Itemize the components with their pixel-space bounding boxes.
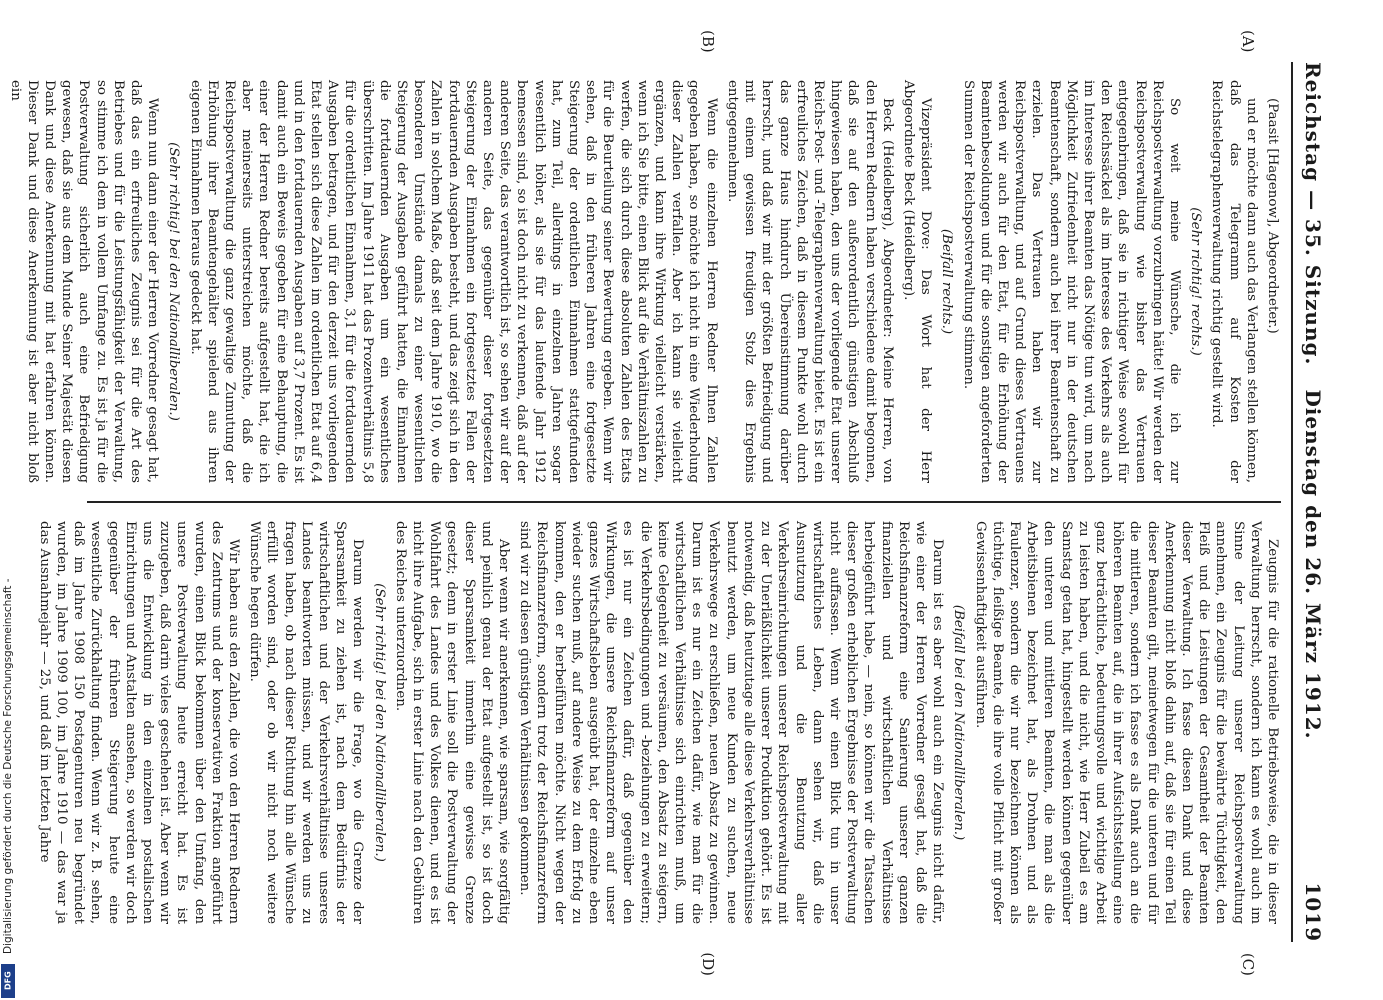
margin-mark-d: (D) xyxy=(699,952,717,976)
margin-mark-c: (C) xyxy=(1239,952,1257,976)
margin-mark-a: (A) xyxy=(1239,30,1257,53)
digitization-note xyxy=(2,4,22,994)
interjection: (Beifall bei den Nationalliberalen.) xyxy=(951,604,967,841)
paragraph: Vizepräsident Dove: Das Wort hat der Herr Abgeordnete Beck (Heidelberg). xyxy=(900,80,934,483)
paragraph: Aber wenn wir anerkennen, wie sparsam, wie sorgfältig und peinlich genau der Etat aufgestellt ist, so ist doch dieser Sparsamkeit immerhin eine gewisse Grenze gesetzt; denn in erster Linie soll die Postverwaltung der Wohlfahrt des Landes und des Volkes dienen, und es ist nicht ihre Aufgabe, sich in erster Linie nach den Gebühren des Reiches unterzuordnen. xyxy=(392,521,512,924)
header-title: Reichstag — 35. Sitzung. xyxy=(1301,62,1325,366)
interjection: (Sehr richtig! bei den Nationalliberalen.) xyxy=(371,583,387,862)
interjection: (Beifall rechts.) xyxy=(939,228,955,335)
paragraph: Wenn nun dann einer der Herren Vorredner gesagt hat, daß das ein erfreuliches Zeugnis sei für die Art des Betriebes und für die Leistungsfähigkeit der Verwaltung, so stimme ich dem in vollem Umfange zu. Es ist ja für die Postverwaltung sicherlich auch eine Befriedigung gewesen, daß sie aus dem Munde Seiner Majestät diesen Dank und diese Anerkennung mit hat erfahren können. Dieser Dank und diese Anerkennung ist aber nicht bloß ein xyxy=(7,80,161,483)
paragraph: und er möchte dann auch das Verlangen stellen können, daß das Telegramm auf Kosten der Reichstelegraphenverwaltung richtig gestellt wird. xyxy=(1209,80,1259,483)
paragraph: Wir haben aus den Zahlen, die von den Herren Rednern des Zentrums und der konservativen Fraktion angeführt wurden, einen Blick bekommen über den Umfang, den unsere Postverwaltung heute erreicht hat. Es ist zuzugeben, daß darin vieles geschehen ist. Aber wenn wir uns die Entwicklung in den einzelnen postalischen Einrichtungen und Anstalten ansehen, so werden wir doch gegenüber der früheren Steigerung heute eine wesentliche Zurückhaltung finden. Wenn wir z. B. sehen, daß im Jahre 1908 150 Postagenturen neu begründet wurden, im Jahre 1909 100, im Jahre 1910 — das war ja das Ausnahmejahr — 25, und daß im letzten Jahre xyxy=(36,521,242,924)
paragraph: Wenn die einzelnen Herren Redner Ihnen Zahlen gegeben haben, so möchte ich nicht in eine Wiederholung dieser Zahlen verfallen. Aber ich kann sie vielleicht ergänzen, und kann ihre Wirkung vielleicht verstärken, wenn ich Sie bitte, einen Blick auf die Verhältniszahlen zu werfen, die sich durch diese absoluten Zahlen des Etats für die Beurteilung seiner Bewertung ergeben. Wenn wir sehen, daß in den früheren Jahren eine fortgesetzte Steigerung der ordentlichen Einnahmen stattgefunden hat, zum Teil, allerdings in einzelnen Jahren sogar wesentlich höher, als sie für das laufende Jahr 1912 bemessen sind, so ist doch nicht zu verkennen, daß auf der anderen Seite, das verantwortlich ist, so sehen wir auf der anderen Seite, das gegenüber dieser fortgesetzten Steigerung der Einnahmen ein fortgesetztes Fallen der fortdauernden Ausgaben besteht, und das zeigt sich in den Zahlen in solchem Maße, daß seit dem Jahre 1910, wo die besonderen Umstände damals zu einer wesentlichen Steigerung der Ausgaben geführt hatten, die Einnahmen die fortdauernden Ausgaben um ein wesentliches überschritten. Im Jahre 1911 hat das Prozentverhältnis 5,8 für die ordentlichen Einnahmen, 3,1 für die fortdauernden Ausgaben betragen, und für den derzeit uns vorliegenden Etat stellen sich diese Zahlen im ordentlichen Etat auf 6,4 und in den fortdauernden Ausgaben auf 3,7 Prozent. Es ist damit auch ein Beweis gegeben für eine Behauptung, die einer der Herren Redner bereits aufgestellt hat, die ich aber meinerseits unterstreichen möchte, daß die Reichspostverwaltung die ganz gewaltige Zumutung der Erhöhung ihrer Beamtengehälter spielend aus ihren eigenen Einnahmen heraus gedeckt hat. xyxy=(187,80,719,483)
paragraph: (Paasit [Hagenow], Abgeordneter.) xyxy=(1265,98,1280,334)
paragraph: Darum werden wir die Frage, wo die Grenze der Sparsamkeit zu ziehen ist, nach dem Bedürfnis der wirtschaftlichen und der Verkehrsverhältnisse unseres Landes beantworten müssen, und wir werden uns zu fragen haben, ob nach dieser Richtung hin alle Wünsche erfüllt worden sind, oder ob wir nicht noch weitere Wünsche hegen dürfen. xyxy=(247,521,366,924)
digitization-note-text: Digitalisierung gefördert durch die Deutsche Forschungsgemeinschaft - xyxy=(2,578,14,954)
header-rule xyxy=(1291,62,1293,942)
dfg-logo: DFG xyxy=(1,964,15,998)
right-column xyxy=(36,503,1281,942)
paragraph: So weit meine Wünsche, die ich zur Reichspostverwaltung vorzubringen hätte! Wir werden der Reichspostverwaltung wie bisher das Vertrauen entgegenbringen, daß sie in richtiger Weise sowohl für den Reichssäckel als im Interesse des Verkehrs als auch im Interesse ihrer Beamten das Nötige tun wird, um nach Möglichkeit Zufriedenheit nicht nur in der deutschen Beamtenschaft, sondern auch bei ihrer Beamtenschaft zu erzielen. Das Vertrauen haben wir zur Reichspostverwaltung, und auf Grund dieses Vertrauens werden wir auch für den Etat, für die Erhöhung der Beamtenbesoldungen und für die sonstigen angeforderten Summen der Reichspostverwaltung stimmen. xyxy=(960,80,1182,483)
paragraph: Beck (Heidelberg), Abgeordneter: Meine Herren, von den Herren Rednern haben verschiedene damit begonnen, daß sie auf den außerordentlich günstigen Abschluß hingewiesen haben, den uns der vorliegende Etat unserer Reichs-Post- und -Telegraphenverwaltung bietet. Es ist ein erfreuliches Zeichen, daß in diesem Punkte wohl durch das ganze Haus hindurch Übereinstimmung darüber herrscht, und daß wir mit der größten Befriedigung und mit einem gewissen freudigen Stolz dies Ergebnis entgegennehmen. xyxy=(724,80,895,483)
page-header xyxy=(1297,62,1329,942)
paragraph: Zeugnis für die rationelle Betriebsweise, die in dieser Verwaltung herrscht, sondern ich kann es wohl auch im Sinne der Leitung unserer Reichspostverwaltung annehmen, ein Zeugnis für die bewährte Tüchtigkeit, den Fleiß und die Leistungen der Gesamtheit der Beamten dieser Verwaltung. Ich fasse diesen Dank und diese Anerkennung nicht bloß dahin auf, daß sie für einen Teil dieser Beamten gilt, meinetwegen für die unteren und für die mittleren, sondern ich fasse es als Dank auch an die höheren Beamten auf, die in ihrer Aufsichtsstellung eine ganz beträchtliche, bedeutungsvolle und wichtige Arbeit zu leisten haben, und die nicht, wie Herr Zubeil es am Samstag getan hat, hingestellt werden können gegenüber den unteren und mittleren Beamten, die man als die Arbeitsbienen bezeichnet hat, als Drohnen und als Faulenzer, sondern die wir nur bezeichnen können als tüchtige, fleißige Beamte, die ihre volle Pflicht mit großer Gewissenhaftigkeit ausführen. xyxy=(972,521,1280,924)
interjection: (Sehr richtig! rechts.) xyxy=(1188,207,1204,356)
paragraph: Darum ist es aber wohl auch ein Zeugnis nicht dafür, wie einer der Herren Vorredner gesagt hat, daß die Reichsfinanzreform eine Sanierung unserer ganzen finanziellen und wirtschaftlichen Verhältnisse herbeigeführt habe, — nein, so können wir die Tatsachen dieser großen erheblichen Ergebnisse der Postverwaltung nicht auffassen. Wenn wir einen Blick tun in unser wirtschaftliches Leben, dann sehen wir, daß die Ausnutzung und die Benutzung aller Verkehrseinrichtungen unserer Reichspostverwaltung mit zu der Unerläßlichkeit unserer Produktion gehört. Es ist notwendig, daß heutzutage alle diese Verkehrsverhältnisse benutzt werden, um neue Kunden zu suchen, neue Verkehrswege zu erschließen, neuen Absatz zu gewinnen. Darum ist es nur ein Zeichen dafür, wie man für die wirtschaftlichen Verhältnisse sich einrichten muß, um keine Gelegenheit zu versäumen, den Absatz zu steigern, die Verkehrsbedingungen und -beziehungen zu erweitern; es ist nur ein Zeichen dafür, daß gegenüber den Wirkungen, die unsere Reichsfinanzreform auf unser ganzes Wirtschaftsleben ausgeübt hat, der einzelne eben wieder suchen muß, auf andere Weise zu dem Erfolg zu kommen, den er herbeiführen möchte. Nicht wegen der Reichsfinanzreform, sondern trotz der Reichsfinanzreform sind wir zu diesen günstigen Verhältnissen gekommen. xyxy=(517,521,946,924)
header-date: Dienstag den 26. März 1912. xyxy=(1301,389,1325,740)
margin-mark-b: (B) xyxy=(699,30,717,53)
interjection: (Sehr richtig! bei den Nationalliberalen.) xyxy=(166,142,182,421)
page-number: 1019 xyxy=(1301,882,1325,942)
left-column xyxy=(7,62,1281,501)
